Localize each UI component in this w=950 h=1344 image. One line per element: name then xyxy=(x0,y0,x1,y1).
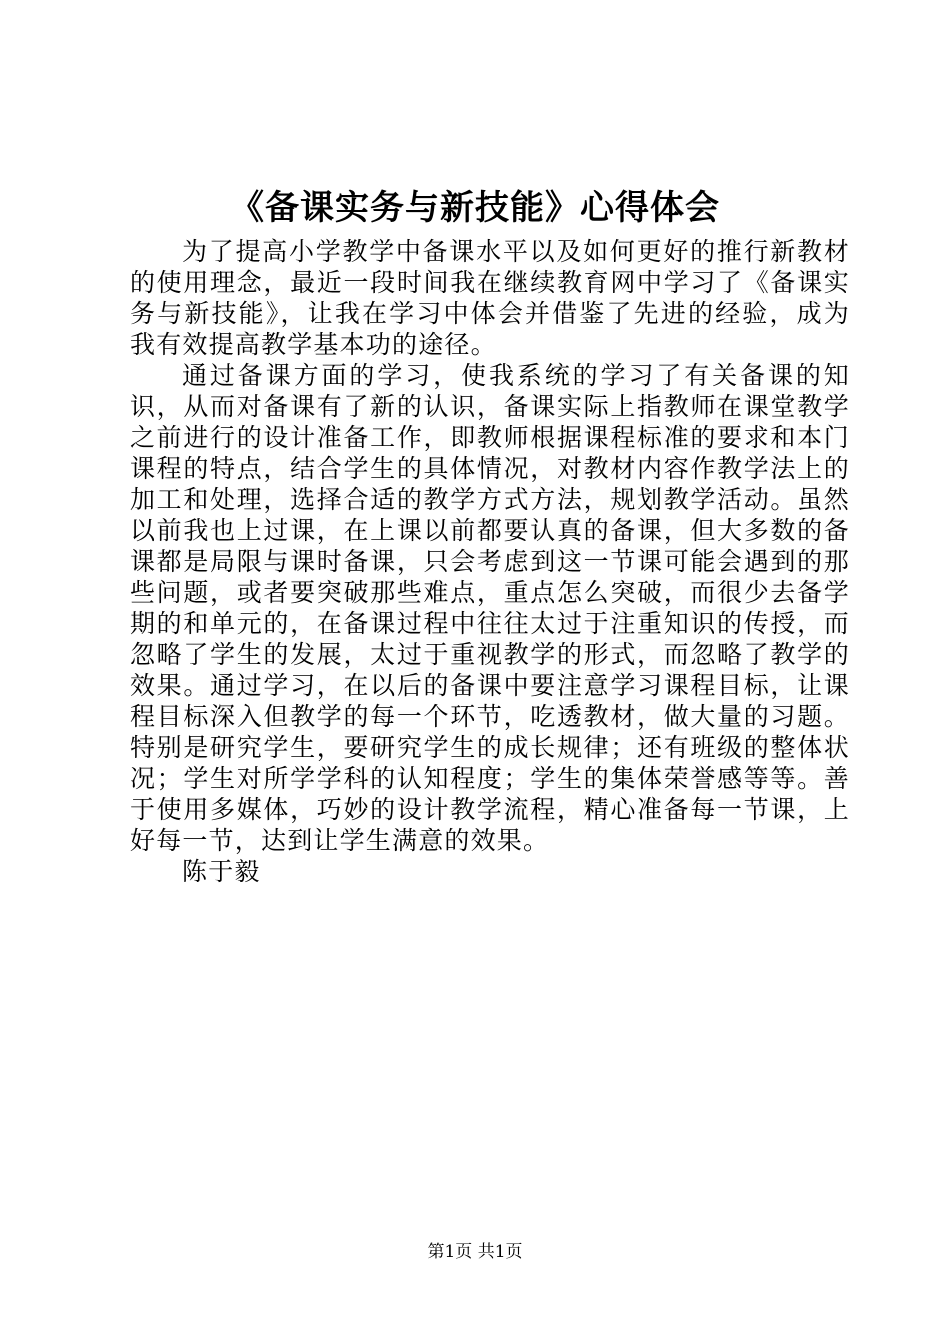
document-title: 《备课实务与新技能》心得体会 xyxy=(230,188,720,228)
document-body xyxy=(130,236,850,887)
paragraph-main: 通过备课方面的学习，使我系统的学习了有关备课的知识，从而对备课有了新的认识，备课实际上指教师在课堂教学之前进行的设计准备工作，即教师根据课程标准的要求和本门课程的特点，结合学生的具体情况，对教材内容作教学法上的加工和处理，选择合适的教学方式方法，规划教学活动。虽然以前我也上过课，在上课以前都要认真的备课，但大多数的备课都是局限与课时备课，只会考虑到这一节课可能会遇到的那些问题，或者要突破那些难点，重点怎么突破，而很少去备学期的和单元的，在备课过程中往往太过于注重知识的传授，而忽略了学生的发展，太过于重视教学的形式，而忽略了教学的效果。通过学习，在以后的备课中要注意学习课程目标，让课程目标深入但教学的每一个环节，吃透教材，做大量的习题。特别是研究学生，要研究学生的成长规律；还有班级的整体状况；学生对所学学科的认知程度；学生的集体荣誉感等等。善于使用多媒体，巧妙的设计教学流程，精心准备每一节课，上好每一节，达到让学生满意的效果。 xyxy=(130,361,850,855)
page-footer: 第1页 共1页 xyxy=(427,1242,523,1262)
author-signature: 陈于毅 xyxy=(182,857,261,886)
paragraph-intro: 为了提高小学教学中备课水平以及如何更好的推行新教材的使用理念，最近一段时间我在继续教育网中学习了《备课实务与新技能》，让我在学习中体会并借鉴了先进的经验，成为我有效提高教学基本功的途径。 xyxy=(130,237,850,359)
